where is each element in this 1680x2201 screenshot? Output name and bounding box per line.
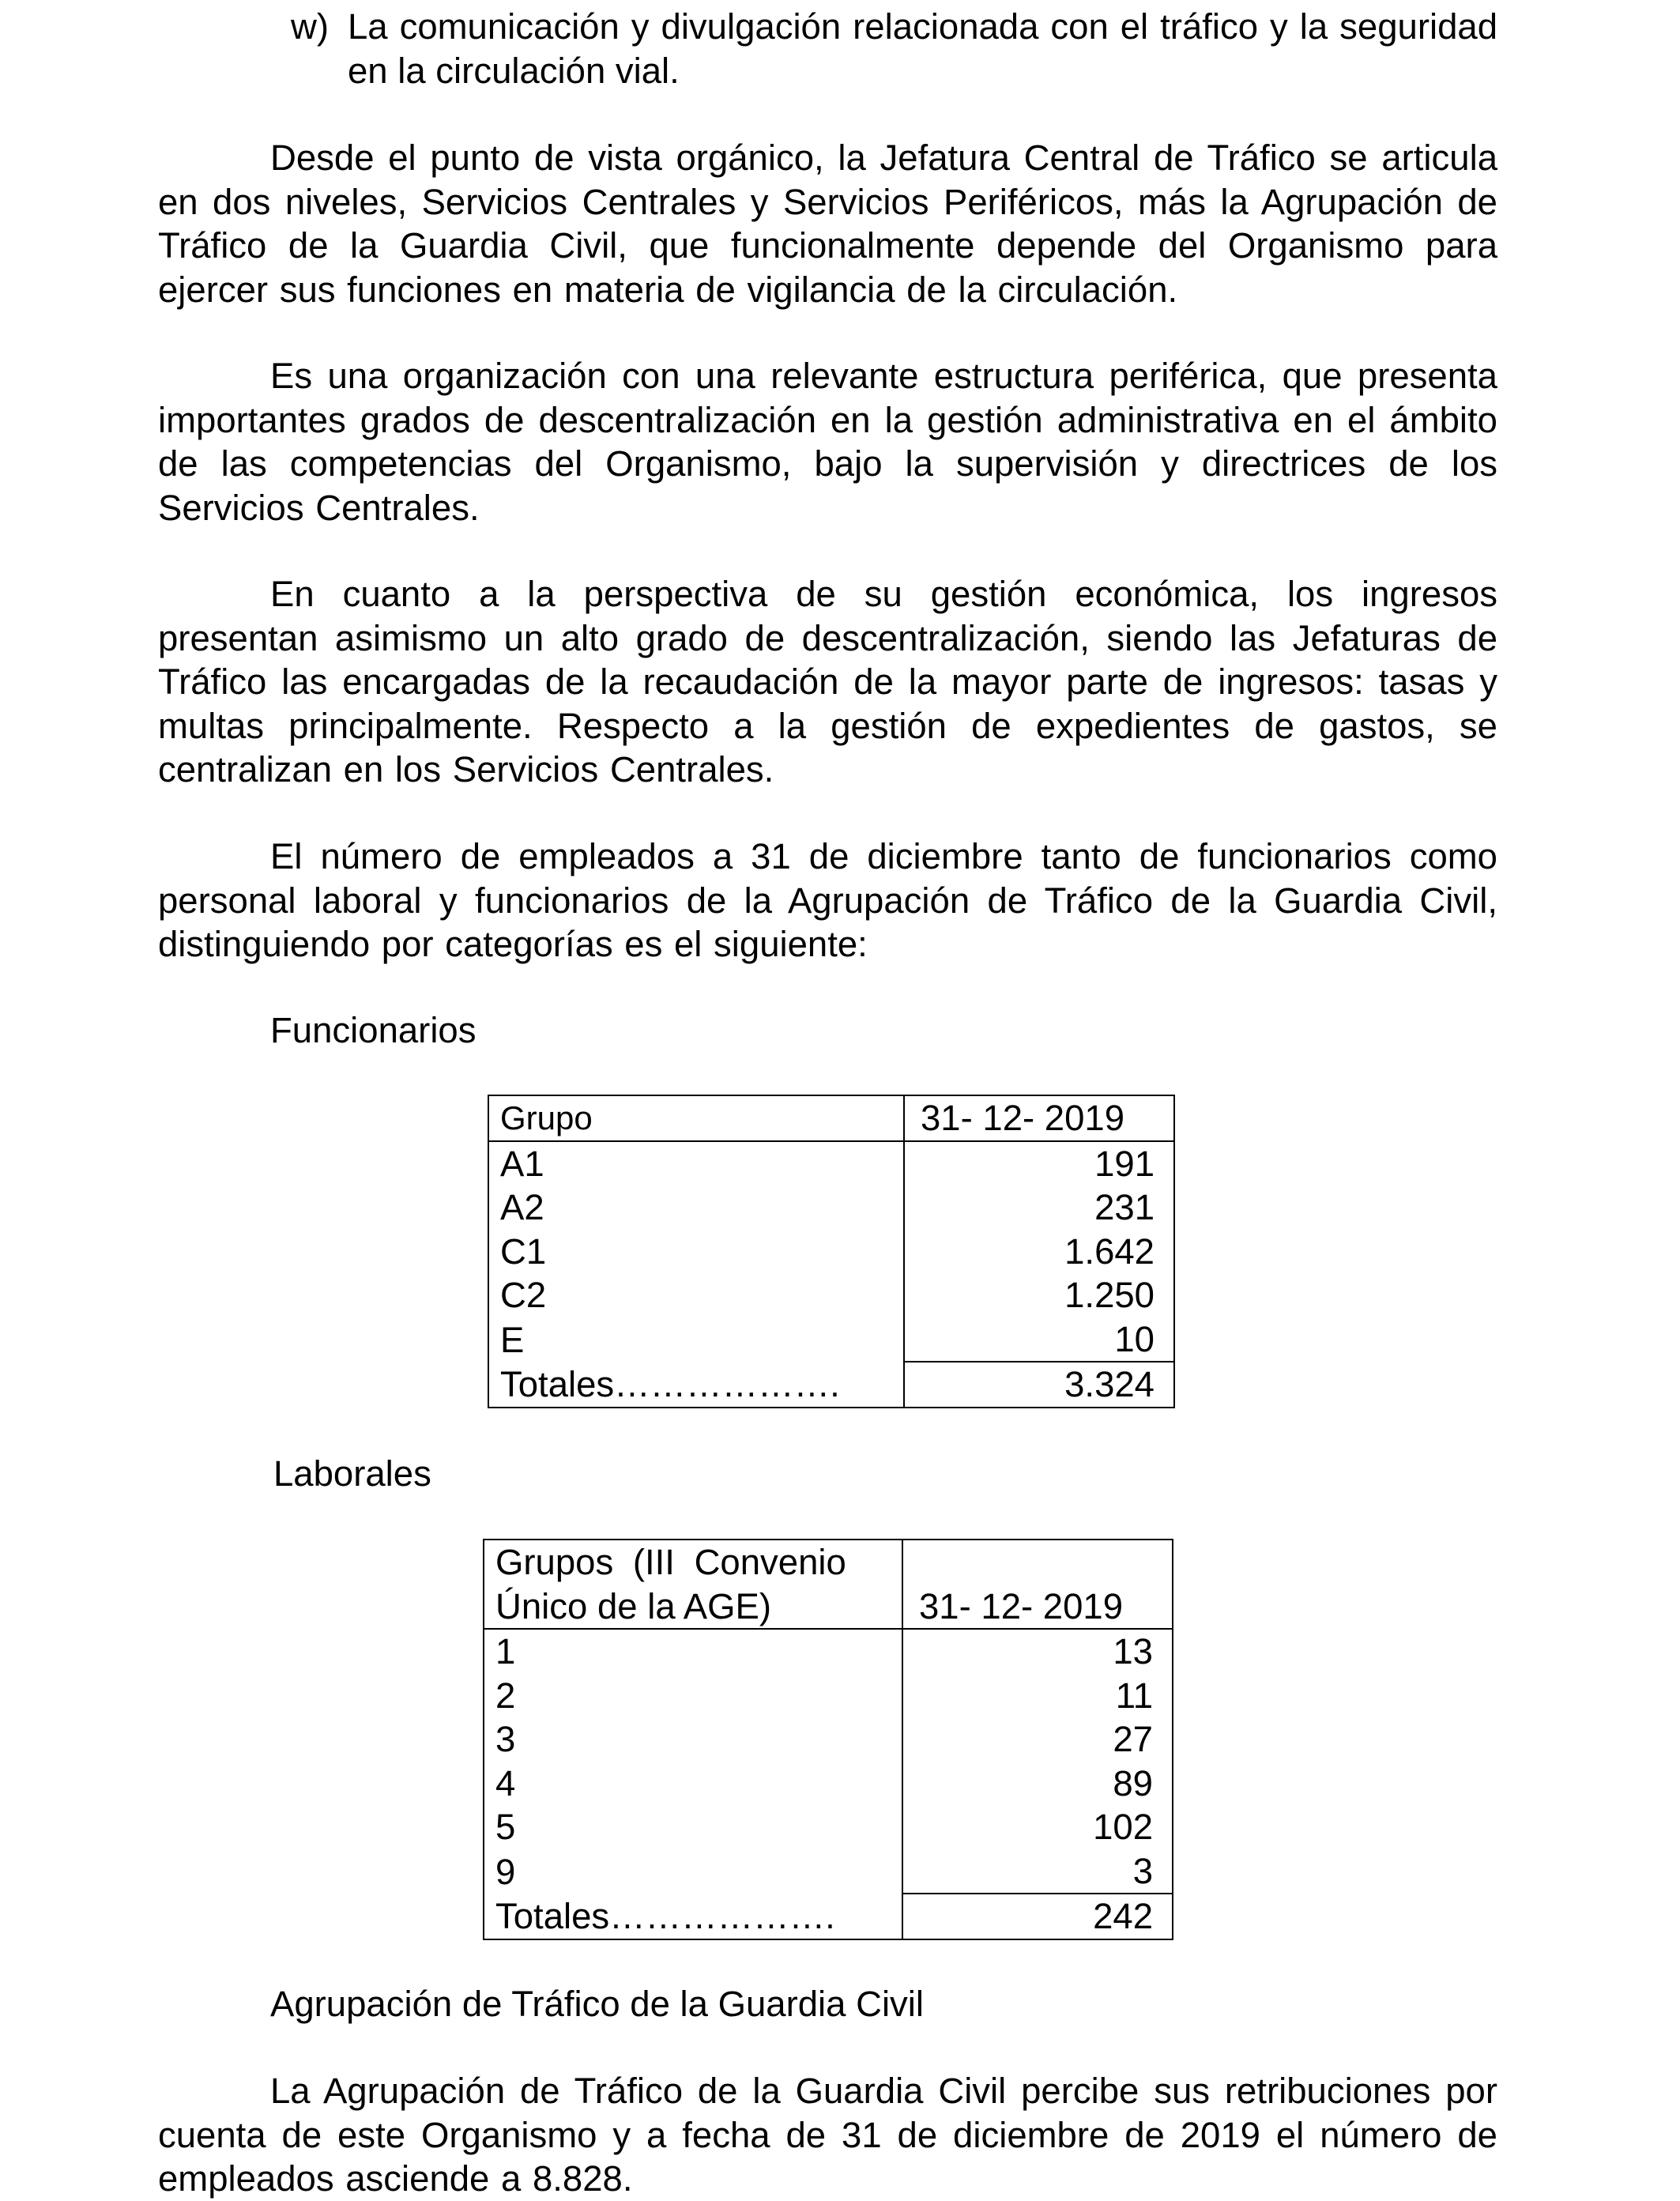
table-row xyxy=(488,1185,1174,1230)
cell-value: 10 xyxy=(904,1317,1174,1362)
paragraph-text: La Agrupación de Tráfico de la Guardia Civil percibe sus retribuciones por cuenta de este Organismo y a fecha de 31 de diciembre de 2019 el número de empleados asciende a 8.828. xyxy=(158,2071,1497,2199)
paragraph-text: Desde el punto de vista orgánico, la Jefatura Central de Tráfico se articula en dos niveles, Servicios Centrales y Servicios Periféricos, más la Agrupación de Tráfico de la Guardia Civil, que funcionalmente depende del Organismo para ejercer sus funciones en materia de vigilancia de la circulación. xyxy=(158,138,1497,310)
header-blank xyxy=(902,1540,1173,1585)
table-total-row xyxy=(484,1894,1173,1939)
cell-group: A1 xyxy=(488,1141,904,1186)
total-value: 242 xyxy=(902,1894,1173,1939)
table-row xyxy=(484,1849,1173,1894)
cell-group: C1 xyxy=(488,1230,904,1274)
laborales-table xyxy=(483,1539,1173,1940)
cell-value: 1.250 xyxy=(904,1273,1174,1317)
paragraph-text: El número de empleados a 31 de diciembre tanto de funcionarios como personal laboral y funcionarios de la Agrupación de Tráfico de la Guardia Civil, distinguiendo por categorías es el siguiente: xyxy=(158,836,1497,964)
total-label: Totales………………. xyxy=(484,1894,902,1939)
header-date: 31- 12- 2019 xyxy=(904,1095,1174,1141)
cell-group: E xyxy=(488,1317,904,1362)
total-value: 3.324 xyxy=(904,1362,1174,1408)
funcionarios-heading: Funcionarios xyxy=(270,1010,477,1050)
cell-group: 3 xyxy=(484,1717,902,1762)
table-row xyxy=(484,1717,1173,1762)
header-group: Grupo xyxy=(488,1095,904,1141)
paragraph-peripheral-structure xyxy=(158,354,1497,530)
cell-value: 3 xyxy=(902,1849,1173,1894)
cell-group: C2 xyxy=(488,1273,904,1317)
cell-group: 9 xyxy=(484,1849,902,1894)
cell-value: 13 xyxy=(902,1629,1173,1674)
table-header-row xyxy=(484,1585,1173,1630)
table-header-row xyxy=(484,1540,1173,1585)
paragraph-guardia-civil xyxy=(158,2069,1497,2201)
cell-value: 89 xyxy=(902,1762,1173,1806)
table-header-row xyxy=(488,1095,1174,1141)
cell-value: 27 xyxy=(902,1717,1173,1762)
guardia-civil-heading: Agrupación de Tráfico de la Guardia Civil xyxy=(270,1984,925,2024)
table-row xyxy=(488,1317,1174,1362)
table-row xyxy=(488,1230,1174,1274)
cell-value: 191 xyxy=(904,1141,1174,1186)
cell-group: A2 xyxy=(488,1185,904,1230)
cell-value: 1.642 xyxy=(904,1230,1174,1274)
cell-group: 2 xyxy=(484,1674,902,1718)
paragraph-economic-management xyxy=(158,572,1497,792)
paragraph-text: En cuanto a la perspectiva de su gestión económica, los ingresos presentan asimismo un alto grado de descentralización, siendo las Jefaturas de Tráfico las encargadas de la recaudación de la mayor parte de ingresos: tasas y multas principalmente. Respecto a la gestión de expedientes de gastos, se centralizan en los Servicios Centrales. xyxy=(158,574,1497,790)
header-group-line1: Grupos (III Convenio xyxy=(484,1540,902,1585)
cell-value: 102 xyxy=(902,1805,1173,1849)
cell-group: 5 xyxy=(484,1805,902,1849)
cell-group: 4 xyxy=(484,1762,902,1806)
table-row xyxy=(488,1141,1174,1186)
table-row xyxy=(484,1805,1173,1849)
header-group-line2: Único de la AGE) xyxy=(484,1585,902,1630)
cell-group: 1 xyxy=(484,1629,902,1674)
total-label: Totales………………. xyxy=(488,1362,904,1408)
laborales-heading: Laborales xyxy=(273,1453,431,1494)
funcionarios-table xyxy=(488,1095,1175,1408)
cell-value: 11 xyxy=(902,1674,1173,1718)
paragraph-text: Es una organización con una relevante estructura periférica, que presenta importantes grados de descentralización en la gestión administrativa en el ámbito de las competencias del Organismo, bajo la supervisión y directrices de los Servicios Centrales. xyxy=(158,356,1497,528)
header-date: 31- 12- 2019 xyxy=(902,1585,1173,1630)
table-total-row xyxy=(488,1362,1174,1408)
paragraph-organic-structure xyxy=(158,136,1497,311)
table-row xyxy=(488,1273,1174,1317)
table-row xyxy=(484,1762,1173,1806)
list-item-text: La comunicación y divulgación relacionada con el tráfico y la seguridad en la circulación vial. xyxy=(348,6,1497,91)
table-row xyxy=(484,1674,1173,1718)
cell-value: 231 xyxy=(904,1185,1174,1230)
table-row xyxy=(484,1629,1173,1674)
list-item-marker: w) xyxy=(291,6,330,47)
paragraph-employee-count xyxy=(158,835,1497,967)
